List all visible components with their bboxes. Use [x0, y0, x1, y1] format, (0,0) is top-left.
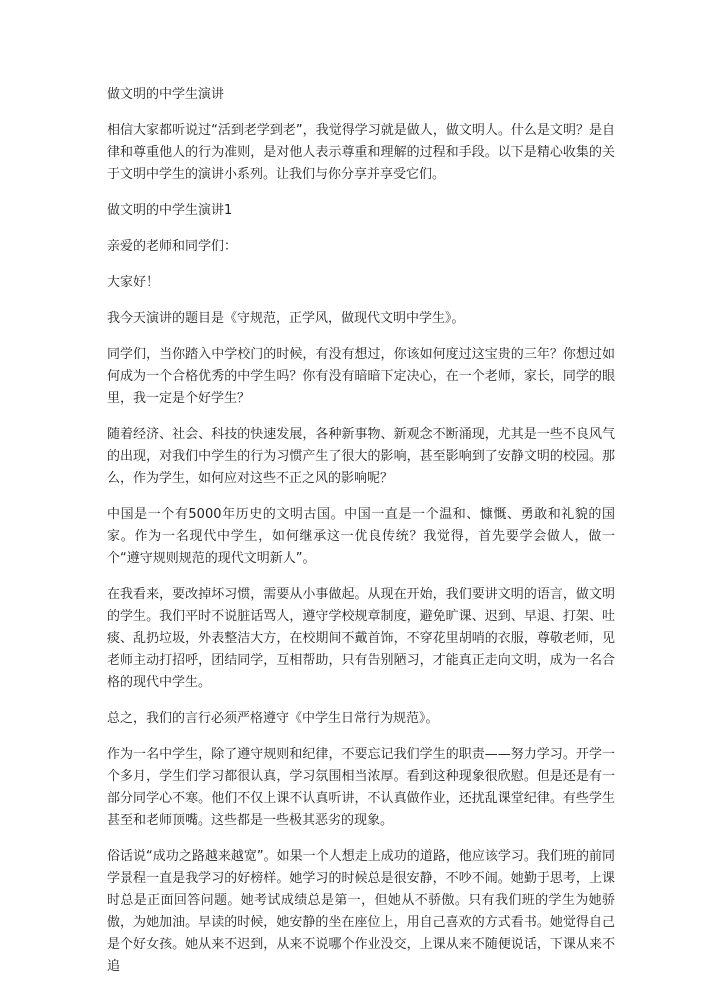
body-paragraph: 俗话说“成功之路越来越宽”。如果一个人想走上成功的道路，他应该学习。我们班的前同学景程一直是我学习的好榜样。她学习的时候总是很安静，不吵不闹。她勤于思考，上课时总是正面回答问题。她考试成绩总是第一，但她从不骄傲。只有我们班的学生为她骄傲，为她加油。早读的时候，她安静的坐在座位上，用自己喜欢的方式看书。她觉得自己是个好女孩。她从来不迟到，从来不说哪个作业没交，上课从来不随便说话，下课从来不追: [107, 849, 615, 974]
salutation: 亲爱的老师和同学们：: [107, 239, 238, 254]
greeting: 大家好！: [107, 275, 160, 290]
body-paragraph: 作为一名中学生，除了遵守规则和纪律，不要忘记我们学生的职责——努力学习。开学一个多月，学生们学习都很认真，学习氛围相当浓厚。看到这种现象很欣慰。但是还是有一部分同学心不寒。他们不仅上课不认真听讲，不认真做作业，还扰乱课堂纪律。有些学生甚至和老师顶嘴。这些都是一些极其恶劣的现象。: [107, 747, 615, 828]
document-title: 做文明的中学生演讲: [107, 87, 225, 102]
body-paragraph: 中国是一个有5000年历史的文明古国。中国一直是一个温和、慷慨、勇敢和礼貌的国家。作为一名现代中学生，如何继承这一优良传统？我觉得，首先要学会做人，做一个“遵守规则规范的现代文明新人”。: [107, 507, 615, 566]
body-paragraph: 在我看来，要改掉坏习惯，需要从小事做起。从现在开始，我们要讲文明的语言，做文明的学生。我们平时不说脏话骂人，遵守学校规章制度，避免旷课、迟到、早退、打架、吐痰、乱扔垃圾，外表整洁大方，在校期间不戴首饰，不穿花里胡哨的衣服，尊敬老师，见老师主动打招呼，团结同学，互相帮助，只有告别陋习，才能真正走向文明，成为一名合格的现代中学生。: [107, 587, 615, 690]
body-paragraph: 随着经济、社会、科技的快速发展，各种新事物、新观念不断涌现，尤其是一些不良风气的出现，对我们中学生的行为习惯产生了很大的影响，甚至影响到了安静文明的校园。那么，作为学生，如何应对这些不正之风的影响呢？: [107, 427, 615, 486]
body-paragraph: 总之，我们的言行必须严格遵守《中学生日常行为规范》。: [107, 711, 439, 726]
document-body: [107, 84, 615, 992]
speech-title: 做文明的中学生演讲1: [107, 203, 233, 218]
topic-paragraph: 我今天演讲的题目是《守规范，正学风，做现代文明中学生》。: [107, 311, 465, 326]
intro-paragraph: 相信大家都听说过“活到老学到老”，我觉得学习就是做人，做文明人。什么是文明？是自律和尊重他人的行为准则，是对他人表示尊重和理解的过程和手段。以下是精心收集的关于文明中学生的演讲小系列。让我们与你分享并享受它们。: [107, 123, 615, 182]
body-paragraph: 同学们，当你踏入中学校门的时候，有没有想过，你该如何度过这宝贵的三年？你想过如何成为一个合格优秀的中学生吗？你有没有暗暗下定决心，在一个老师，家长，同学的眼里，我一定是个好学生？: [107, 347, 615, 406]
